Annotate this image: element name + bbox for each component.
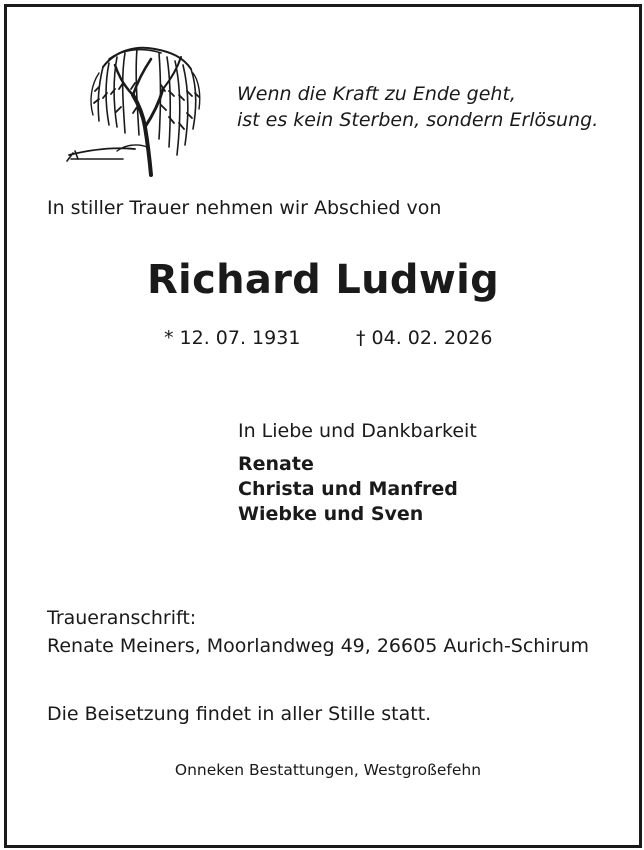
undertaker-credit: Onneken Bestattungen, Westgroßefehn — [174, 761, 482, 779]
mourning-address: Renate Meiners, Moorlandweg 49, 26605 Aurich-Schirum — [47, 635, 589, 657]
memorial-quote — [237, 81, 598, 133]
weeping-willow-icon — [63, 43, 203, 177]
farewell-intro: In stiller Trauer nehmen wir Abschied von — [47, 197, 442, 219]
birth-date: * 12. 07. 1931 — [164, 327, 301, 349]
burial-note: Die Beisetzung findet in aller Stille statt. — [47, 703, 432, 725]
death-date: † 04. 02. 2026 — [356, 327, 493, 349]
quote-line-2: ist es kein Sterben, sondern Erlösung. — [237, 109, 599, 131]
mourner-name: Renate — [238, 453, 314, 475]
address-label: Traueranschrift: — [47, 607, 197, 629]
gratitude-line: In Liebe und Dankbarkeit — [238, 420, 477, 442]
obituary-notice — [4, 4, 642, 848]
deceased-name: Richard Ludwig — [146, 257, 500, 303]
mourner-name: Christa und Manfred — [238, 478, 458, 500]
quote-line-1: Wenn die Kraft zu Ende geht, — [237, 83, 516, 105]
mourner-list — [238, 452, 458, 527]
mourner-name: Wiebke und Sven — [238, 503, 424, 525]
